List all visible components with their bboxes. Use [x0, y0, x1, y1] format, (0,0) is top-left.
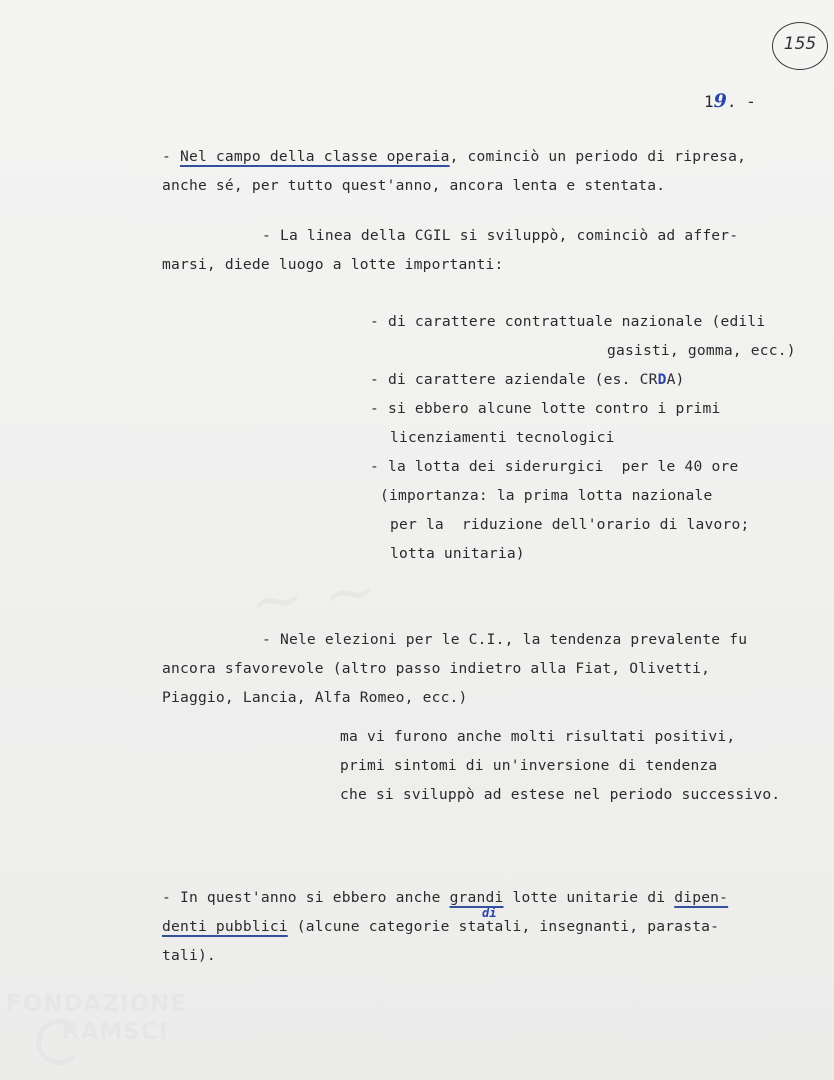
section1-line2: anche sé, per tutto quest'anno, ancora lenta e stentata. [162, 177, 666, 194]
page-number [704, 90, 756, 112]
page-number-handwritten: 9 [713, 90, 727, 112]
section1-dash: - [162, 148, 180, 165]
list-item4-line1: - la lotta dei siderurgici per le 40 ore [370, 458, 739, 475]
list-item3-line1: - si ebbero alcune lotte contro i primi [370, 400, 721, 417]
section4-line3: tali). [162, 947, 216, 964]
list-item1-line2: gasisti, gomma, ecc.) [607, 342, 796, 359]
section4-line1 [162, 889, 728, 907]
page-number-suffix: . - [726, 92, 756, 111]
list-item4-line3: per la riduzione dell'orario di lavoro; [390, 516, 750, 533]
section3-line3: Piaggio, Lancia, Alfa Romeo, ecc.) [162, 689, 468, 706]
fondazione-gramsci-watermark [0, 985, 220, 1080]
section3-line2: ancora sfavorevole (altro passo indietro alla Fiat, Olivetti, [162, 660, 711, 677]
section4-line2 [162, 918, 719, 936]
list-item2 [370, 371, 685, 389]
section1-rest: , cominciò un periodo di ripresa, [449, 148, 747, 165]
list-item2-prefix: - di carattere aziendale (es. CR [370, 371, 658, 388]
section4-denti-pubblici: denti pubblici [162, 918, 288, 935]
section4-line1-b: lotte unitarie di [503, 889, 675, 906]
list-item4-line4: lotta unitaria) [390, 545, 525, 562]
section4-grandi: grandi [449, 889, 504, 906]
list-item1-line1: - di carattere contrattuale nazionale (edili [370, 313, 766, 330]
list-item2-suffix: A) [666, 371, 685, 388]
section4-dipen: dipen- [674, 889, 729, 906]
section2-line1: - La linea della CGIL si sviluppò, cominciò ad affer- [262, 227, 739, 244]
section1-underlined: Nel campo della classe operaia [179, 148, 450, 165]
archive-stamp-number: 155 [783, 34, 817, 54]
list-item4-line2: (importanza: la prima lotta nazionale [380, 487, 713, 504]
section1-line1 [162, 148, 746, 166]
watermark-line1: FONDAZIONE [6, 991, 188, 1017]
section3-line5: primi sintomi di un'inversione di tendenza [340, 757, 718, 774]
watermark-line2: RAMSCI [62, 1019, 169, 1045]
section4-handwritten-insert: di [482, 906, 497, 920]
list-item3-line2: licenziamenti tecnologici [390, 429, 615, 446]
section4-line1-a: - In quest'anno si ebbero anche [162, 889, 450, 906]
ink-bleed-through [246, 554, 381, 641]
section3-line4: ma vi furono anche molti risultati positivi, [340, 728, 736, 745]
section3-line1: - Nele elezioni per le C.I., la tendenza prevalente fu [262, 631, 748, 648]
section3-line6: che si sviluppò ad estese nel periodo successivo. [340, 786, 781, 803]
section4-line2-rest: (alcune categorie statali, insegnanti, parasta- [287, 918, 720, 935]
list-item2-handwritten: D [657, 371, 667, 388]
section2-line2: marsi, diede luogo a lotte importanti: [162, 256, 504, 273]
page-number-prefix: 1 [704, 92, 714, 111]
